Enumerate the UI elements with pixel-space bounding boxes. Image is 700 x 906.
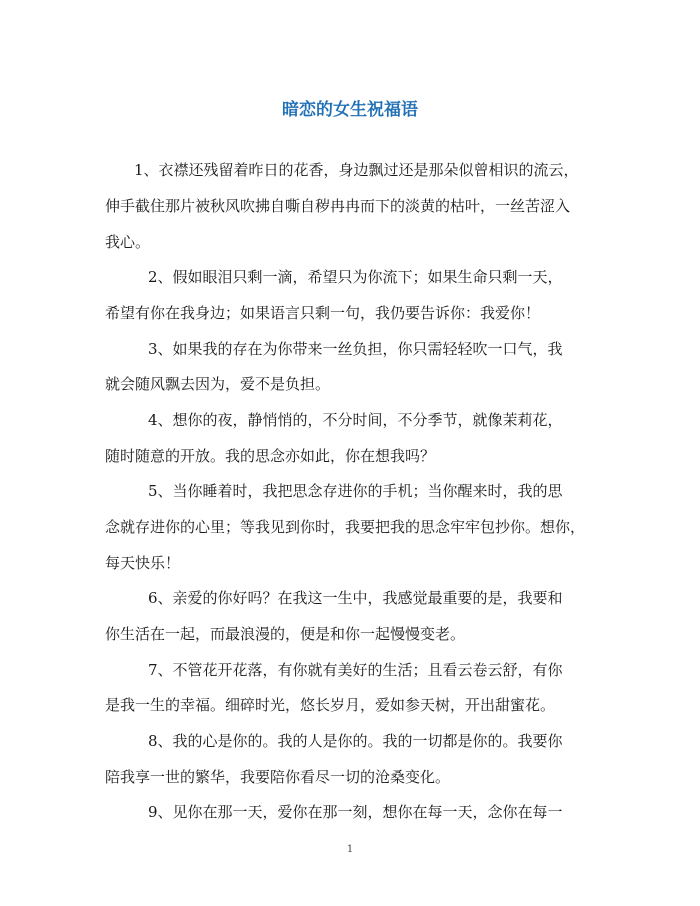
text-line: 8、我的心是你的。我的人是你的。我的一切都是你的。我要你 (148, 732, 563, 750)
text-line: 2、假如眼泪只剩一滴，希望只为你流下；如果生命只剩一天， (148, 268, 563, 286)
text-line: 5、当你睡着时，我把思念存进你的手机；当你醒来时，我的思 (148, 482, 563, 500)
text-line: 伸手截住那片被秋风吹拂自嘶自秽冉冉而下的淡黄的枯叶，一丝苦涩入 (105, 197, 571, 215)
document-title: 暗恋的女生祝福语 (282, 100, 418, 120)
text-line: 4、想你的夜，静悄悄的，不分时间，不分季节，就像茉莉花， (148, 411, 563, 429)
text-line: 随时随意的开放。我的思念亦如此，你在想我吗？ (105, 447, 436, 465)
text-line: 3、如果我的存在为你带来一丝负担，你只需轻轻吹一口气，我 (148, 340, 563, 358)
text-line: 念就存进你的心里；等我见到你时，我要把我的思念牢牢包抄你。想你， (105, 518, 586, 536)
text-line: 6、亲爱的你好吗？在我这一生中，我感觉最重要的是，我要和 (148, 589, 563, 607)
text-line: 你生活在一起，而最浪漫的，便是和你一起慢慢变老。 (105, 625, 466, 643)
page-number: 1 (346, 844, 354, 855)
text-line: 就会随风飘去因为，爱不是负担。 (105, 375, 331, 393)
text-line: 我心。 (105, 233, 151, 251)
text-line: 陪我享一世的繁华，我要陪你看尽一切的沧桑变化。 (105, 768, 451, 786)
text-line: 是我一生的幸福。细碎时光，悠长岁月，爱如参天树，开出甜蜜花。 (105, 696, 556, 714)
text-line: 7、不管花开花落，有你就有美好的生活；且看云卷云舒，有你 (148, 661, 563, 679)
text-line: 1、衣襟还残留着昨日的花香，身边飘过还是那朵似曾相识的流云， (134, 161, 579, 179)
text-line: 每天快乐！ (105, 554, 181, 572)
text-line: 9、见你在那一天，爱你在那一刻，想你在每一天，念你在每一 (148, 803, 563, 821)
text-line: 希望有你在我身边；如果语言只剩一句，我仍要告诉你：我爱你！ (105, 304, 541, 322)
